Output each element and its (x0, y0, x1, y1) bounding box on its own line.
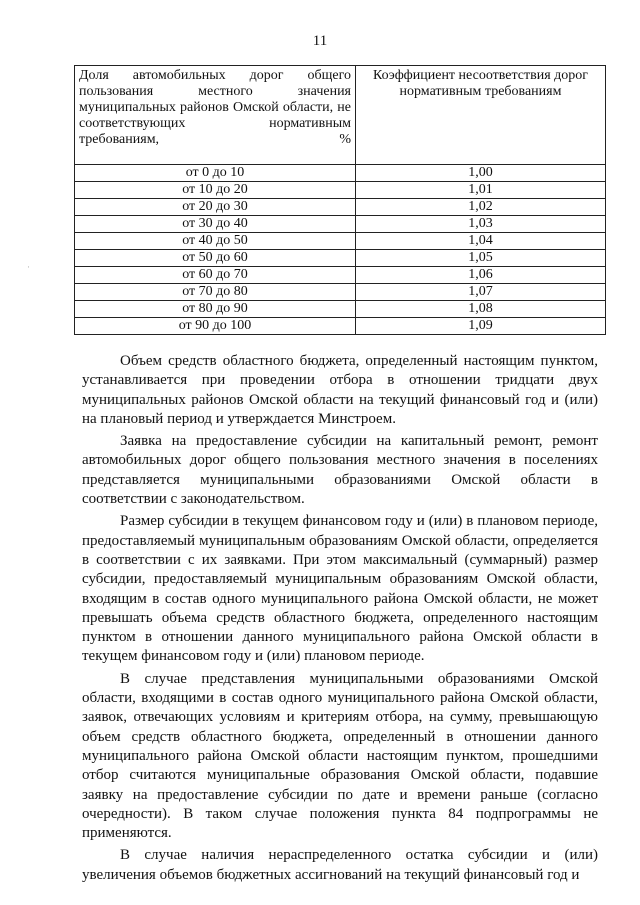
coefficient-cell: 1,06 (356, 267, 606, 284)
coefficient-cell: 1,07 (356, 284, 606, 301)
range-cell: от 70 до 80 (75, 284, 356, 301)
coefficient-cell: 1,08 (356, 301, 606, 318)
range-cell: от 80 до 90 (75, 301, 356, 318)
table-row (75, 233, 606, 250)
coefficient-table (74, 65, 606, 335)
table-header-row (75, 66, 606, 165)
range-cell: от 10 до 20 (75, 182, 356, 199)
range-cell: от 30 до 40 (75, 216, 356, 233)
header-coefficient: Коэффициент несоответствия дорог нормативным требованиям (356, 66, 606, 165)
paragraph: Заявка на предоставление субсидии на капитальный ремонт, ремонт автомобильных дорог общего пользования местного значения в поселениях представляется муниципальными образованиями Омской области в соответствии с законодательством. (82, 433, 598, 508)
page-number: 11 (312, 33, 328, 49)
table-row (75, 216, 606, 233)
table-row (75, 318, 606, 335)
header-road-share: Доля автомобильных дорог общего пользования местного значения муниципальных районов Омской области, не соответствующих нормативным требованиям, % (75, 66, 356, 165)
table-row (75, 267, 606, 284)
range-cell: от 20 до 30 (75, 199, 356, 216)
table-row (75, 182, 606, 199)
coefficient-cell: 1,02 (356, 199, 606, 216)
paragraph: Объем средств областного бюджета, определенный настоящим пунктом, устанавливается при проведении отбора в отношении тридцати двух муниципальных районов Омской области на текущий финансовый год и (или) на плановый период и утверждается Минстроем. (82, 353, 598, 427)
coefficient-cell: 1,01 (356, 182, 606, 199)
coefficient-cell: 1,03 (356, 216, 606, 233)
body-text (82, 352, 598, 888)
coefficient-cell: 1,04 (356, 233, 606, 250)
table-row (75, 301, 606, 318)
scan-margin-mark: · (27, 262, 30, 272)
table-row (75, 250, 606, 267)
table-row (75, 165, 606, 182)
coefficient-cell: 1,05 (356, 250, 606, 267)
coefficient-cell: 1,00 (356, 165, 606, 182)
paragraph: Размер субсидии в текущем финансовом году и (или) в плановом периоде, предоставляемый муниципальным образованиям Омской области, определяется в соответствии с их заявками. При этом максимальный (суммарный) размер субсидии, предоставляемый муниципальным образованиям Омской области, входящим в состав одного муниципального района Омской области, не может превышать объема средств областного бюджета, определенного настоящим пунктом в отношении данного муниципального района Омской области в текущем финансовом году и (или) плановом периоде. (82, 513, 598, 665)
table-row (75, 284, 606, 301)
table-row (75, 199, 606, 216)
range-cell: от 50 до 60 (75, 250, 356, 267)
coefficient-cell: 1,09 (356, 318, 606, 335)
range-cell: от 90 до 100 (75, 318, 356, 335)
paragraph: В случае наличия нераспределенного остатка субсидии и (или) увеличения объемов бюджетных ассигнований на текущий финансовый год и (82, 847, 598, 883)
range-cell: от 40 до 50 (75, 233, 356, 250)
paragraph: В случае представления муниципальными образованиями Омской области, входящими в состав одного муниципального района Омской области, заявок, отвечающих условиям и критериям отбора, на сумму, превышающую объем средств областного бюджета, определенный в отношении данного муниципального района Омской области настоящим пунктом, прошедшими отбор считаются муниципальные образования Омской области, подавшие заявку на предоставление субсидии по дате и времени раньше (согласно очередности). В таком случае положения пункта 84 подпрограммы не применяются. (82, 670, 598, 842)
range-cell: от 60 до 70 (75, 267, 356, 284)
range-cell: от 0 до 10 (75, 165, 356, 182)
